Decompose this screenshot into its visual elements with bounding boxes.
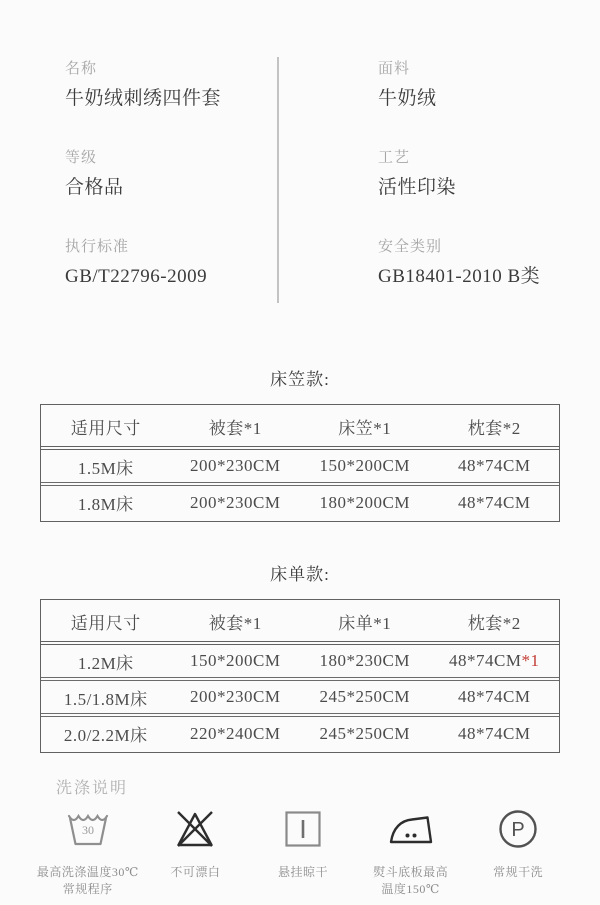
care-label: 常规干洗 — [493, 865, 544, 879]
cell-bed-size: 1.5M床 — [41, 449, 171, 483]
flat-sheet-section — [0, 560, 600, 753]
spec-item-craft — [378, 147, 600, 200]
cell-duvet-size: 200*230CM — [171, 449, 301, 483]
spec-label: 名称 — [65, 61, 98, 77]
cell-pillow-size: 48*74CM — [430, 449, 560, 483]
col-header-duvet: 被套*1 — [171, 407, 301, 447]
cell-sheet-size: 150*200CM — [300, 449, 430, 483]
spec-label: 工艺 — [378, 150, 411, 166]
dry-clean-p-icon — [493, 804, 543, 854]
table-row — [41, 449, 559, 483]
pillow-size-text: 48*74CM — [449, 651, 522, 670]
hang-dry-icon — [278, 804, 328, 854]
spec-value: 牛奶绒刺绣四件套 — [65, 88, 222, 109]
care-item-dry-clean — [464, 804, 572, 898]
cell-bed-size: 1.2M床 — [41, 644, 171, 678]
iron-two-dot-icon — [386, 804, 436, 854]
spec-value: 牛奶绒 — [378, 88, 437, 109]
cell-pillow-size — [430, 644, 560, 678]
cell-sheet-size: 180*200CM — [300, 485, 430, 519]
spec-item-fabric — [378, 58, 600, 111]
cell-sheet-size: 180*230CM — [300, 644, 430, 678]
table-header-row — [41, 602, 559, 642]
spec-value: 合格品 — [65, 177, 124, 198]
flat-sheet-size-table — [40, 599, 560, 753]
cell-bed-size: 1.5/1.8M床 — [41, 680, 171, 714]
care-section — [0, 775, 600, 898]
col-header-pillowcase: 枕套*2 — [430, 602, 560, 642]
col-header-duvet: 被套*1 — [171, 602, 301, 642]
col-header-size: 适用尺寸 — [41, 407, 171, 447]
fitted-sheet-size-table — [40, 404, 560, 522]
table-row — [41, 680, 559, 714]
cell-pillow-size: 48*74CM — [430, 716, 560, 750]
spec-value: GB18401-2010 B类 — [378, 266, 541, 287]
care-label: 最高洗涤温度30℃ 常规程序 — [36, 865, 139, 896]
col-header-pillowcase: 枕套*2 — [430, 407, 560, 447]
wash-30-icon — [63, 804, 113, 854]
care-item-no-bleach — [142, 804, 250, 898]
cell-sheet-size: 245*250CM — [300, 680, 430, 714]
care-label: 悬挂晾干 — [277, 865, 328, 879]
cell-pillow-size: 48*74CM — [430, 485, 560, 519]
spec-value: 活性印染 — [378, 177, 457, 198]
spec-label: 面料 — [378, 61, 411, 77]
care-item-iron — [357, 804, 465, 898]
spec-item-standard — [65, 236, 295, 289]
spec-item-grade — [65, 147, 295, 200]
cell-pillow-size: 48*74CM — [430, 680, 560, 714]
spec-value: GB/T22796-2009 — [65, 266, 208, 287]
care-icon-row — [0, 798, 600, 898]
care-item-hang-dry — [249, 804, 357, 898]
spec-column-right — [295, 58, 600, 325]
spec-label: 等级 — [65, 150, 98, 166]
cell-bed-size: 1.8M床 — [41, 485, 171, 519]
col-header-flat-sheet: 床单*1 — [300, 602, 430, 642]
table-row — [41, 485, 559, 519]
dry-clean-letter: P — [511, 819, 525, 841]
cell-bed-size: 2.0/2.2M床 — [41, 716, 171, 750]
cell-sheet-size: 245*250CM — [300, 716, 430, 750]
table-row — [41, 644, 559, 678]
cell-duvet-size: 200*230CM — [171, 680, 301, 714]
fitted-sheet-table-title: 床笠款: — [270, 370, 330, 389]
care-section-title: 洗涤说明 — [56, 780, 129, 797]
cell-duvet-size: 150*200CM — [171, 644, 301, 678]
care-label: 熨斗底板最高 温度150℃ — [373, 865, 449, 896]
spec-label: 安全类别 — [378, 239, 443, 255]
vertical-divider — [277, 57, 279, 303]
col-header-size: 适用尺寸 — [41, 602, 171, 642]
spec-column-left — [0, 58, 295, 325]
care-item-wash — [34, 804, 142, 898]
spec-label: 执行标准 — [65, 239, 130, 255]
spec-item-name — [65, 58, 295, 111]
red-footnote-marker: *1 — [521, 651, 540, 670]
wash-temp-number: 30 — [81, 823, 94, 837]
flat-sheet-table-title: 床单款: — [270, 565, 330, 584]
care-label: 不可漂白 — [170, 865, 221, 879]
col-header-fitted-sheet: 床笠*1 — [300, 407, 430, 447]
table-row — [41, 716, 559, 750]
cell-duvet-size: 200*230CM — [171, 485, 301, 519]
cell-duvet-size: 220*240CM — [171, 716, 301, 750]
fitted-sheet-section — [0, 365, 600, 522]
spec-section — [0, 0, 600, 325]
table-header-row — [41, 407, 559, 447]
spec-item-safety — [378, 236, 600, 289]
no-bleach-icon — [170, 804, 220, 854]
